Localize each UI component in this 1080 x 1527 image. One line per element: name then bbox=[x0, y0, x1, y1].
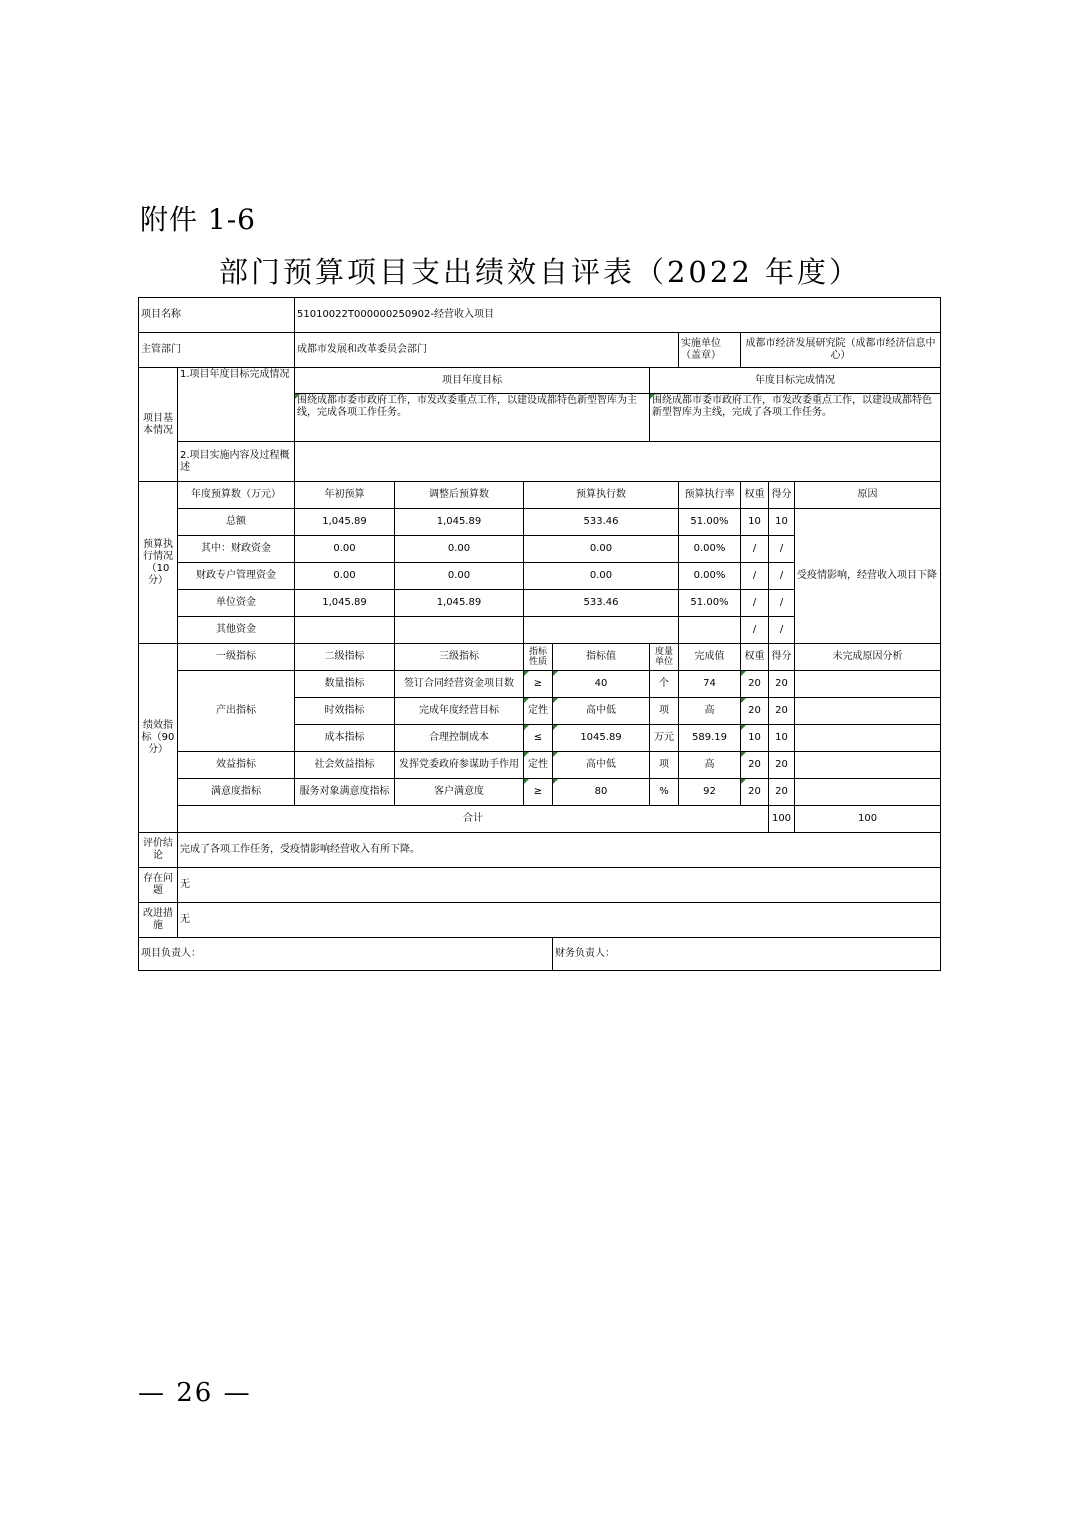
analysis-value bbox=[795, 671, 941, 698]
budget-row bbox=[139, 509, 941, 536]
project-lead-signature: 项目负责人： bbox=[139, 938, 553, 971]
level3-value: 完成年度经营目标 bbox=[395, 698, 524, 725]
weight-header: 权重 bbox=[741, 482, 769, 509]
level3-value: 合理控制成本 bbox=[395, 725, 524, 752]
initial-budget-header: 年初预算 bbox=[295, 482, 395, 509]
initial-budget-value: 0.00 bbox=[295, 536, 395, 563]
unit-header: 度量单位 bbox=[650, 644, 679, 671]
implementation-row bbox=[139, 442, 941, 482]
actual-value: 92 bbox=[679, 779, 741, 806]
weight-value: 20 bbox=[741, 752, 769, 779]
basic-section-label: 项目基本情况 bbox=[139, 368, 178, 482]
satisfaction-indicator-label: 满意度指标 bbox=[178, 779, 295, 806]
benefit-indicator-label: 效益指标 bbox=[178, 752, 295, 779]
implementing-unit-value: 成都市经济发展研究院（成都市经济信息中心） bbox=[741, 333, 941, 368]
score-value: / bbox=[769, 536, 795, 563]
budget-section-label: 预算执行情况（10分） bbox=[139, 482, 178, 644]
target-value: 高中低 bbox=[553, 698, 650, 725]
weight-value: / bbox=[741, 563, 769, 590]
level3-value: 签订合同经营资金项目数 bbox=[395, 671, 524, 698]
department-row bbox=[139, 333, 941, 368]
initial-budget-value: 0.00 bbox=[295, 563, 395, 590]
nature-value: ≥ bbox=[524, 779, 553, 806]
execution-rate-header: 预算执行率 bbox=[679, 482, 741, 509]
page-number: — 26 — bbox=[138, 1378, 252, 1408]
level3-value: 发挥党委政府参谋助手作用 bbox=[395, 752, 524, 779]
initial-budget-value: 1,045.89 bbox=[295, 509, 395, 536]
budget-item-name: 其他资金 bbox=[178, 617, 295, 644]
budget-item-header: 年度预算数（万元） bbox=[178, 482, 295, 509]
score-value: 20 bbox=[769, 752, 795, 779]
signature-row bbox=[139, 938, 941, 971]
performance-section-label: 绩效指标（90分） bbox=[139, 644, 178, 833]
score-value: / bbox=[769, 590, 795, 617]
execution-rate-value: 0.00% bbox=[679, 563, 741, 590]
level2-value: 成本指标 bbox=[295, 725, 395, 752]
annual-goal-header: 项目年度目标 bbox=[295, 368, 650, 394]
nature-value: 定性 bbox=[524, 752, 553, 779]
budget-item-name: 财政专户管理资金 bbox=[178, 563, 295, 590]
adjusted-budget-value: 0.00 bbox=[395, 563, 524, 590]
weight-value: / bbox=[741, 617, 769, 644]
executed-budget-value: 533.46 bbox=[524, 590, 679, 617]
total-row bbox=[139, 806, 941, 833]
actual-value: 高 bbox=[679, 698, 741, 725]
budget-reason-text: 受疫情影响，经营收入项目下降 bbox=[795, 509, 941, 644]
nature-header: 指标性质 bbox=[524, 644, 553, 671]
target-value: 1045.89 bbox=[553, 725, 650, 752]
score-value: 10 bbox=[769, 509, 795, 536]
score-header: 得分 bbox=[769, 644, 795, 671]
score-value: 20 bbox=[769, 698, 795, 725]
unit-value: % bbox=[650, 779, 679, 806]
conclusion-row bbox=[139, 833, 941, 868]
level2-value: 服务对象满意度指标 bbox=[295, 779, 395, 806]
execution-rate-value: 51.00% bbox=[679, 590, 741, 617]
weight-value: / bbox=[741, 590, 769, 617]
weight-value: 20 bbox=[741, 698, 769, 725]
weight-value: 10 bbox=[741, 509, 769, 536]
target-value: 80 bbox=[553, 779, 650, 806]
adjusted-budget-value: 0.00 bbox=[395, 536, 524, 563]
executed-budget-value: 0.00 bbox=[524, 563, 679, 590]
level2-value: 数量指标 bbox=[295, 671, 395, 698]
score-value: 20 bbox=[769, 779, 795, 806]
implementing-unit-label: 实施单位（盖章） bbox=[679, 333, 741, 368]
goal-completion-text: 围绕成都市委市政府工作，市发改委重点工作，以建设成都特色新型智库为主线，完成了各项工作任务。 bbox=[650, 394, 941, 442]
adjusted-budget-value: 1,045.89 bbox=[395, 590, 524, 617]
initial-budget-value bbox=[295, 617, 395, 644]
budget-item-name: 其中：财政资金 bbox=[178, 536, 295, 563]
weight-header: 权重 bbox=[741, 644, 769, 671]
unit-value: 个 bbox=[650, 671, 679, 698]
level2-value: 时效指标 bbox=[295, 698, 395, 725]
executed-budget-value: 533.46 bbox=[524, 509, 679, 536]
actual-value: 589.19 bbox=[679, 725, 741, 752]
actual-value: 74 bbox=[679, 671, 741, 698]
project-name-value: 51010022T000000250902-经营收入项目 bbox=[295, 298, 941, 333]
weight-value: 10 bbox=[741, 725, 769, 752]
indicator-row bbox=[139, 779, 941, 806]
reason-header: 原因 bbox=[795, 482, 941, 509]
issues-label: 存在问题 bbox=[139, 868, 178, 903]
level2-header: 二级指标 bbox=[295, 644, 395, 671]
adjusted-budget-value: 1,045.89 bbox=[395, 509, 524, 536]
initial-budget-value: 1,045.89 bbox=[295, 590, 395, 617]
weight-value: 20 bbox=[741, 779, 769, 806]
nature-value: ≥ bbox=[524, 671, 553, 698]
score-value: / bbox=[769, 617, 795, 644]
document-title: 部门预算项目支出绩效自评表（2022 年度） bbox=[218, 255, 862, 289]
nature-value: ≤ bbox=[524, 725, 553, 752]
goal-completion-header: 年度目标完成情况 bbox=[650, 368, 941, 394]
score-header: 得分 bbox=[769, 482, 795, 509]
improvements-label: 改进措施 bbox=[139, 903, 178, 938]
annual-goal-text: 围绕成都市委市政府工作，市发改委重点工作，以建设成都特色新型智库为主线，完成各项工作任务。 bbox=[295, 394, 650, 442]
adjusted-budget-header: 调整后预算数 bbox=[395, 482, 524, 509]
analysis-value bbox=[795, 725, 941, 752]
total-weight: 100 bbox=[769, 806, 795, 833]
basic-header-row bbox=[139, 368, 941, 394]
analysis-header: 未完成原因分析 bbox=[795, 644, 941, 671]
analysis-value bbox=[795, 698, 941, 725]
total-label: 合计 bbox=[178, 806, 769, 833]
performance-evaluation-table bbox=[138, 297, 941, 971]
issues-row bbox=[139, 868, 941, 903]
improvements-row bbox=[139, 903, 941, 938]
attachment-label: 附件 1-6 bbox=[140, 203, 256, 236]
goal-completion-label: 1.项目年度目标完成情况 bbox=[178, 368, 295, 442]
actual-header: 完成值 bbox=[679, 644, 741, 671]
analysis-value bbox=[795, 752, 941, 779]
unit-value: 项 bbox=[650, 752, 679, 779]
conclusion-label: 评价结论 bbox=[139, 833, 178, 868]
executed-budget-value: 0.00 bbox=[524, 536, 679, 563]
target-value: 40 bbox=[553, 671, 650, 698]
department-label: 主管部门 bbox=[139, 333, 295, 368]
adjusted-budget-value bbox=[395, 617, 524, 644]
level3-value: 客户满意度 bbox=[395, 779, 524, 806]
finance-lead-signature: 财务负责人： bbox=[553, 938, 941, 971]
nature-value: 定性 bbox=[524, 698, 553, 725]
score-value: 20 bbox=[769, 671, 795, 698]
level3-header: 三级指标 bbox=[395, 644, 524, 671]
budget-header-row bbox=[139, 482, 941, 509]
score-value: 10 bbox=[769, 725, 795, 752]
department-value: 成都市发展和改革委员会部门 bbox=[295, 333, 679, 368]
executed-budget-header: 预算执行数 bbox=[524, 482, 679, 509]
execution-rate-value: 0.00% bbox=[679, 536, 741, 563]
conclusion-value: 完成了各项工作任务，受疫情影响经营收入有所下降。 bbox=[178, 833, 941, 868]
weight-value: / bbox=[741, 536, 769, 563]
level1-header: 一级指标 bbox=[178, 644, 295, 671]
unit-value: 项 bbox=[650, 698, 679, 725]
executed-budget-value bbox=[524, 617, 679, 644]
execution-rate-value: 51.00% bbox=[679, 509, 741, 536]
project-name-label: 项目名称 bbox=[139, 298, 295, 333]
unit-value: 万元 bbox=[650, 725, 679, 752]
budget-item-name: 总额 bbox=[178, 509, 295, 536]
implementation-label: 2.项目实施内容及过程概述 bbox=[178, 442, 295, 482]
level2-value: 社会效益指标 bbox=[295, 752, 395, 779]
budget-item-name: 单位资金 bbox=[178, 590, 295, 617]
analysis-value bbox=[795, 779, 941, 806]
indicator-row bbox=[139, 752, 941, 779]
score-value: / bbox=[769, 563, 795, 590]
improvements-value: 无 bbox=[178, 903, 941, 938]
target-value: 高中低 bbox=[553, 752, 650, 779]
weight-value: 20 bbox=[741, 671, 769, 698]
output-indicator-label: 产出指标 bbox=[178, 671, 295, 752]
indicator-row bbox=[139, 671, 941, 698]
total-score: 100 bbox=[795, 806, 941, 833]
execution-rate-value bbox=[679, 617, 741, 644]
project-name-row bbox=[139, 298, 941, 333]
issues-value: 无 bbox=[178, 868, 941, 903]
actual-value: 高 bbox=[679, 752, 741, 779]
target-header: 指标值 bbox=[553, 644, 650, 671]
indicator-header-row bbox=[139, 644, 941, 671]
implementation-value bbox=[295, 442, 941, 482]
